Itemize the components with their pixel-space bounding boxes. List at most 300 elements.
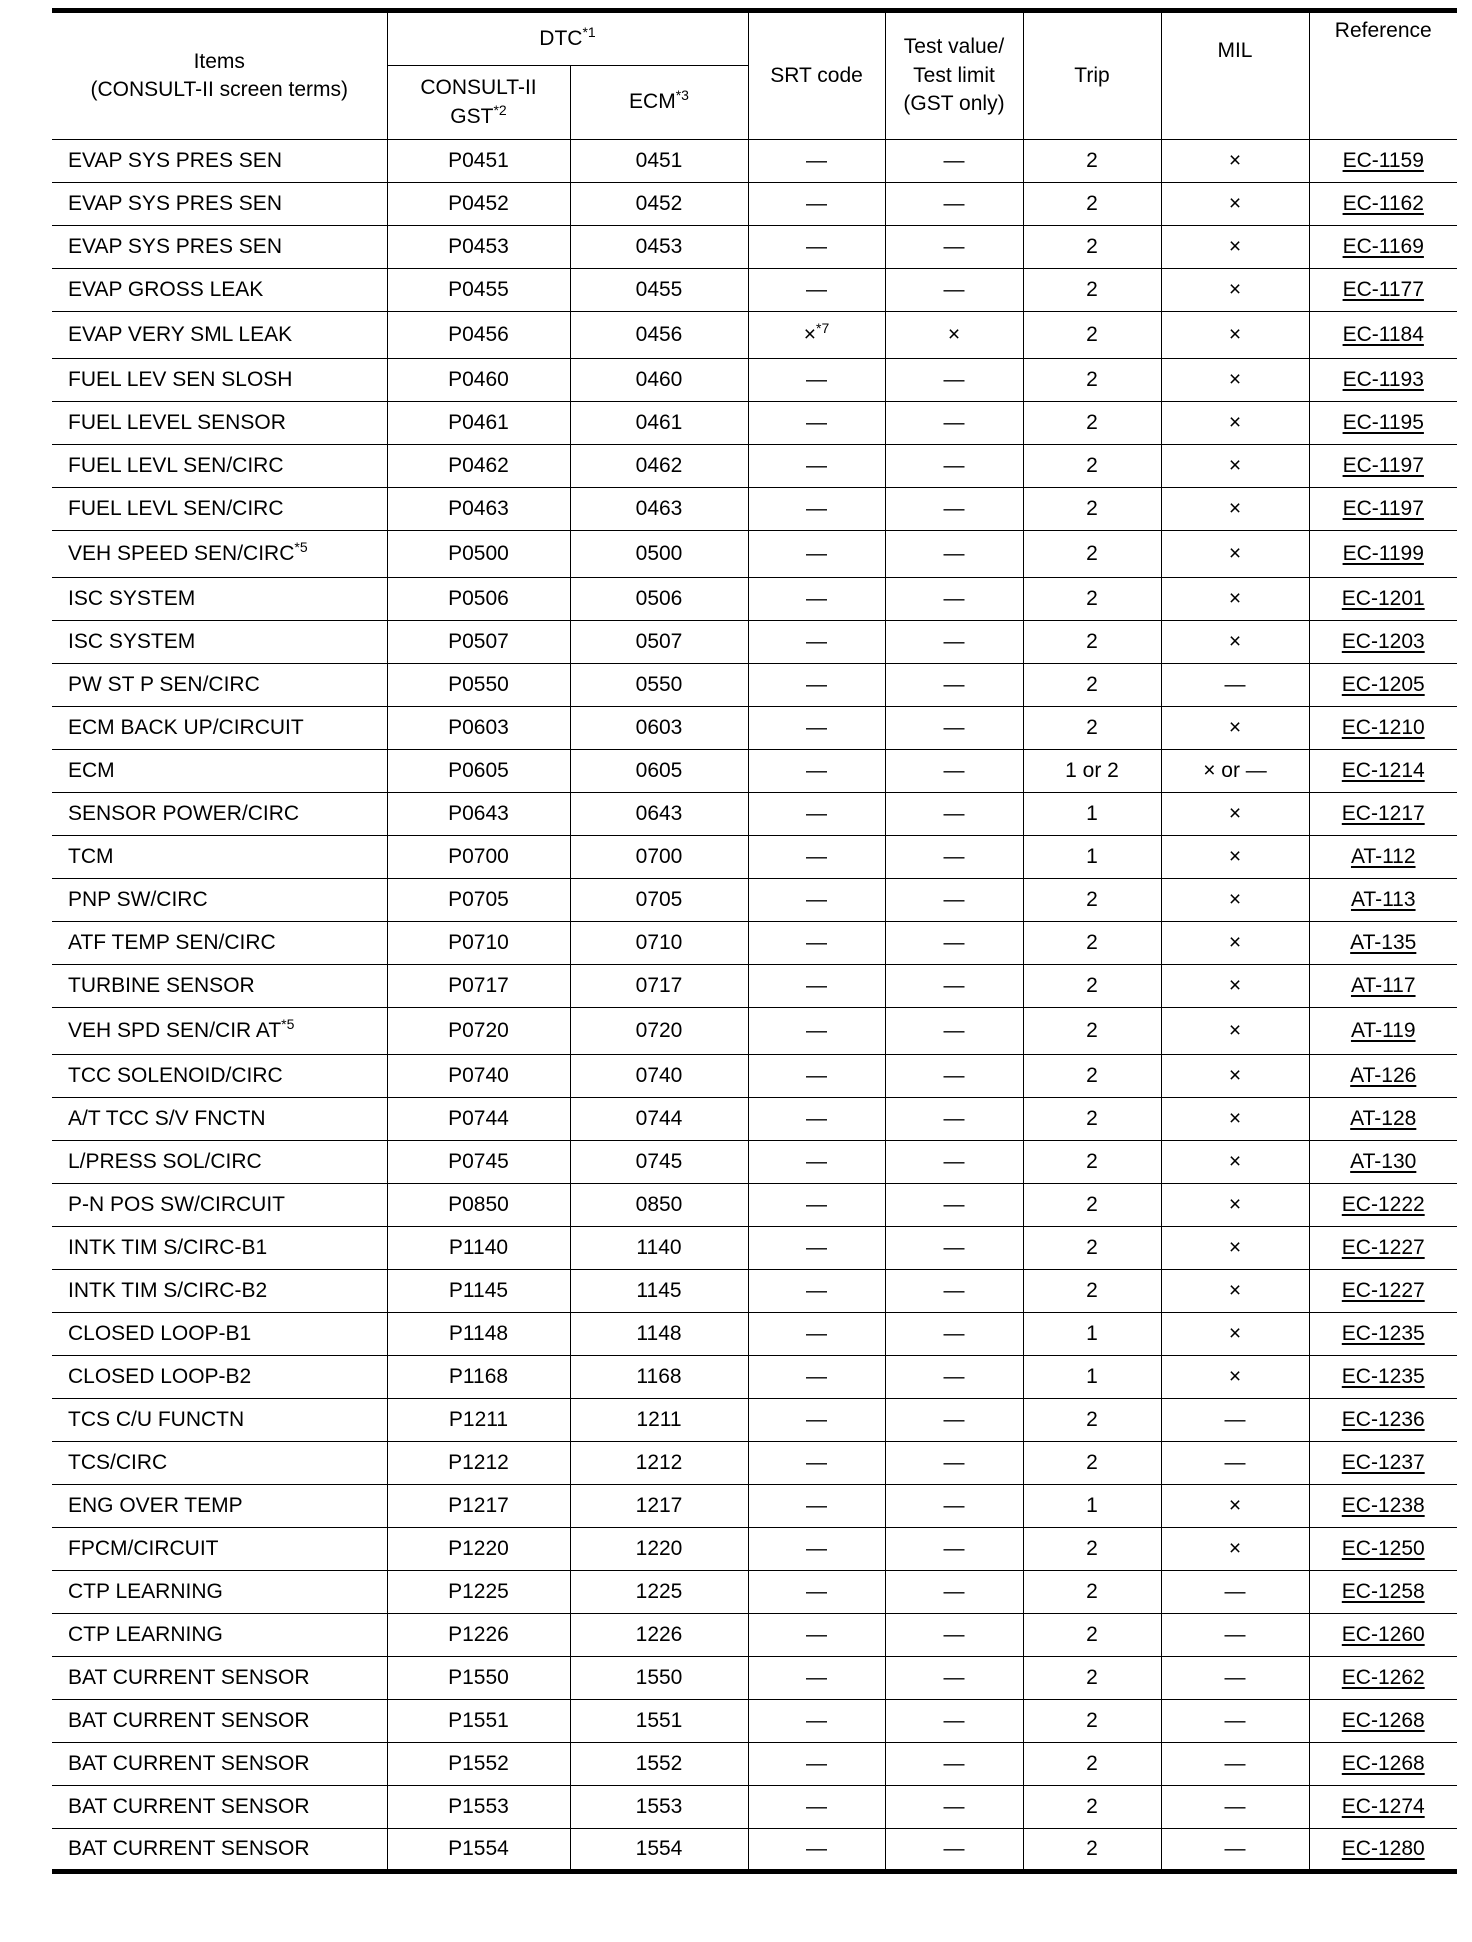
item-cell — [52, 312, 387, 359]
reference-link[interactable]: EC-1177 — [1342, 277, 1424, 301]
header-reference — [1309, 11, 1457, 140]
srt-code-cell — [748, 226, 885, 269]
test-value-cell: — — [885, 621, 1023, 664]
test-value-cell: — — [885, 922, 1023, 965]
trip-cell: 2 — [1023, 1399, 1161, 1442]
srt-code-cell — [748, 1356, 885, 1399]
gst-code-cell: P0720 — [387, 1008, 570, 1055]
reference-cell[interactable] — [1309, 488, 1457, 531]
reference-cell[interactable] — [1309, 664, 1457, 707]
ecm-code-cell: 0700 — [570, 836, 748, 879]
trip-cell: 2 — [1023, 183, 1161, 226]
item-cell — [52, 836, 387, 879]
trip-cell: 2 — [1023, 1571, 1161, 1614]
reference-cell[interactable] — [1309, 750, 1457, 793]
item-cell — [52, 965, 387, 1008]
srt-value: — — [806, 1450, 827, 1474]
item-name: FUEL LEVEL SENSOR — [68, 410, 286, 434]
ecm-code-cell: 0550 — [570, 664, 748, 707]
mil-cell: × — [1161, 140, 1309, 183]
srt-code-cell — [748, 1313, 885, 1356]
test-value-cell: — — [885, 1657, 1023, 1700]
item-name: CTP LEARNING — [68, 1622, 223, 1646]
ecm-code-cell: 1553 — [570, 1786, 748, 1829]
test-value-cell: — — [885, 1227, 1023, 1270]
srt-code-cell — [748, 1399, 885, 1442]
trip-cell: 2 — [1023, 226, 1161, 269]
srt-value: — — [806, 586, 827, 610]
trip-cell: 1 — [1023, 1356, 1161, 1399]
reference-link[interactable]: EC-1260 — [1341, 1622, 1425, 1646]
mil-cell: × — [1161, 879, 1309, 922]
reference-link[interactable]: EC-1184 — [1342, 322, 1424, 346]
reference-cell[interactable] — [1309, 1571, 1457, 1614]
srt-value: — — [806, 191, 827, 215]
item-cell — [52, 922, 387, 965]
reference-link[interactable]: AT-113 — [1350, 887, 1416, 911]
reference-link[interactable]: EC-1195 — [1342, 410, 1424, 434]
table-row — [52, 1700, 1457, 1743]
srt-value: — — [806, 234, 827, 258]
reference-link[interactable]: EC-1210 — [1341, 715, 1425, 739]
test-value-cell: — — [885, 879, 1023, 922]
item-cell — [52, 1008, 387, 1055]
reference-link[interactable]: EC-1169 — [1342, 234, 1424, 258]
trip-cell: 2 — [1023, 1141, 1161, 1184]
table-row — [52, 707, 1457, 750]
item-cell — [52, 1098, 387, 1141]
reference-link[interactable]: EC-1197 — [1342, 496, 1424, 520]
reference-cell[interactable] — [1309, 312, 1457, 359]
item-cell — [52, 1399, 387, 1442]
reference-cell[interactable] — [1309, 1442, 1457, 1485]
srt-code-cell — [748, 1829, 885, 1872]
reference-cell[interactable] — [1309, 707, 1457, 750]
test-value-cell: — — [885, 1055, 1023, 1098]
ecm-code-cell: 1168 — [570, 1356, 748, 1399]
test-value-cell: × — [885, 312, 1023, 359]
srt-code-cell — [748, 1227, 885, 1270]
mil-cell: — — [1161, 1614, 1309, 1657]
header-test — [885, 11, 1023, 140]
srt-value: — — [806, 1622, 827, 1646]
test-value-cell: — — [885, 226, 1023, 269]
header-srt-label: SRT code — [770, 63, 863, 87]
reference-link[interactable]: EC-1203 — [1341, 629, 1425, 653]
ecm-code-cell: 0745 — [570, 1141, 748, 1184]
srt-value: — — [806, 1149, 827, 1173]
item-cell — [52, 183, 387, 226]
gst-code-cell: P1552 — [387, 1743, 570, 1786]
trip-cell: 2 — [1023, 1657, 1161, 1700]
ecm-code-cell: 1550 — [570, 1657, 748, 1700]
reference-cell[interactable] — [1309, 445, 1457, 488]
test-value-cell: — — [885, 1571, 1023, 1614]
mil-cell: × — [1161, 226, 1309, 269]
gst-code-cell: P1148 — [387, 1313, 570, 1356]
gst-code-cell: P0710 — [387, 922, 570, 965]
gst-code-cell: P0460 — [387, 359, 570, 402]
reference-link[interactable]: AT-112 — [1350, 844, 1416, 868]
test-value-cell: — — [885, 1356, 1023, 1399]
srt-code-cell — [748, 664, 885, 707]
footnote-marker: *5 — [294, 538, 308, 555]
trip-cell: 2 — [1023, 1528, 1161, 1571]
reference-cell[interactable] — [1309, 1313, 1457, 1356]
header-mil-label: MIL — [1217, 39, 1253, 62]
srt-value: — — [806, 1192, 827, 1216]
reference-cell[interactable] — [1309, 226, 1457, 269]
srt-code-cell — [748, 1485, 885, 1528]
ecm-code-cell: 1220 — [570, 1528, 748, 1571]
reference-link[interactable]: AT-128 — [1350, 1106, 1417, 1130]
item-name: EVAP SYS PRES SEN — [68, 148, 282, 172]
reference-link[interactable]: EC-1197 — [1342, 453, 1424, 477]
reference-cell[interactable] — [1309, 1141, 1457, 1184]
gst-code-cell: P1145 — [387, 1270, 570, 1313]
item-cell — [52, 269, 387, 312]
reference-link[interactable]: AT-126 — [1350, 1063, 1417, 1087]
reference-link[interactable]: EC-1159 — [1342, 148, 1424, 172]
ecm-code-cell: 0740 — [570, 1055, 748, 1098]
reference-cell[interactable] — [1309, 1657, 1457, 1700]
reference-link[interactable]: EC-1235 — [1341, 1321, 1425, 1345]
test-value-cell: — — [885, 750, 1023, 793]
reference-link[interactable]: AT-135 — [1350, 930, 1417, 954]
reference-link[interactable]: EC-1222 — [1341, 1192, 1425, 1216]
ecm-code-cell: 1148 — [570, 1313, 748, 1356]
item-cell — [52, 1442, 387, 1485]
srt-code-cell — [748, 359, 885, 402]
item-cell — [52, 1743, 387, 1786]
mil-cell: × — [1161, 488, 1309, 531]
reference-cell[interactable] — [1309, 1399, 1457, 1442]
srt-value: — — [806, 1579, 827, 1603]
item-name: TCM — [68, 844, 114, 868]
header-ecm — [570, 66, 748, 140]
mil-cell: × — [1161, 1270, 1309, 1313]
reference-link[interactable]: EC-1205 — [1341, 672, 1425, 696]
item-name: BAT CURRENT SENSOR — [68, 1751, 310, 1775]
gst-code-cell: P0506 — [387, 578, 570, 621]
gst-code-cell: P1140 — [387, 1227, 570, 1270]
item-name: FUEL LEV SEN SLOSH — [68, 367, 293, 391]
reference-link[interactable]: EC-1268 — [1341, 1751, 1425, 1775]
gst-code-cell: P1554 — [387, 1829, 570, 1872]
gst-code-cell: P1225 — [387, 1571, 570, 1614]
trip-cell: 2 — [1023, 1614, 1161, 1657]
gst-code-cell: P0456 — [387, 312, 570, 359]
reference-cell[interactable] — [1309, 1356, 1457, 1399]
reference-link[interactable]: EC-1262 — [1341, 1665, 1425, 1689]
gst-code-cell: P0507 — [387, 621, 570, 664]
reference-cell[interactable] — [1309, 1528, 1457, 1571]
reference-cell[interactable] — [1309, 836, 1457, 879]
trip-cell: 2 — [1023, 1829, 1161, 1872]
srt-value: — — [806, 1751, 827, 1775]
item-cell — [52, 1528, 387, 1571]
srt-value: — — [806, 367, 827, 391]
reference-cell[interactable] — [1309, 1055, 1457, 1098]
item-cell — [52, 226, 387, 269]
ecm-code-cell: 0717 — [570, 965, 748, 1008]
trip-cell: 1 or 2 — [1023, 750, 1161, 793]
reference-link[interactable]: EC-1227 — [1341, 1235, 1425, 1259]
mil-cell: — — [1161, 1657, 1309, 1700]
reference-cell[interactable] — [1309, 1098, 1457, 1141]
test-value-cell: — — [885, 1008, 1023, 1055]
table-row — [52, 1743, 1457, 1786]
trip-cell: 1 — [1023, 1313, 1161, 1356]
mil-cell: — — [1161, 664, 1309, 707]
test-value-cell: — — [885, 1184, 1023, 1227]
reference-cell[interactable] — [1309, 621, 1457, 664]
srt-value: — — [806, 887, 827, 911]
table-row — [52, 1313, 1457, 1356]
srt-value: — — [806, 1794, 827, 1818]
reference-link[interactable]: EC-1280 — [1341, 1836, 1425, 1860]
srt-value: — — [806, 629, 827, 653]
gst-code-cell: P1226 — [387, 1614, 570, 1657]
trip-cell: 2 — [1023, 1227, 1161, 1270]
srt-value: — — [806, 541, 827, 565]
table-row — [52, 1141, 1457, 1184]
table-row — [52, 1270, 1457, 1313]
reference-cell[interactable] — [1309, 879, 1457, 922]
item-name: ECM BACK UP/CIRCUIT — [68, 715, 304, 739]
test-value-cell: — — [885, 269, 1023, 312]
trip-cell: 2 — [1023, 1184, 1161, 1227]
gst-code-cell: P1220 — [387, 1528, 570, 1571]
test-value-cell: — — [885, 359, 1023, 402]
header-consult-line2: GST — [450, 104, 494, 128]
reference-cell[interactable] — [1309, 1700, 1457, 1743]
item-cell — [52, 1270, 387, 1313]
srt-code-cell — [748, 1270, 885, 1313]
srt-code-cell — [748, 578, 885, 621]
header-items-sub: (CONSULT-II screen terms) — [90, 78, 348, 101]
reference-link[interactable]: EC-1274 — [1341, 1794, 1425, 1818]
ecm-code-cell: 1552 — [570, 1743, 748, 1786]
test-value-cell: — — [885, 664, 1023, 707]
srt-value: — — [806, 277, 827, 301]
item-name: TURBINE SENSOR — [68, 973, 255, 997]
item-name: L/PRESS SOL/CIRC — [68, 1149, 262, 1173]
reference-link[interactable]: AT-117 — [1350, 973, 1416, 997]
table-row — [52, 226, 1457, 269]
trip-cell: 2 — [1023, 1098, 1161, 1141]
item-cell — [52, 879, 387, 922]
table-row — [52, 359, 1457, 402]
header-dtc-label: DTC — [539, 26, 583, 50]
reference-cell[interactable] — [1309, 531, 1457, 578]
table-row — [52, 445, 1457, 488]
gst-code-cell: P0463 — [387, 488, 570, 531]
item-name: PW ST P SEN/CIRC — [68, 672, 260, 696]
gst-code-cell: P1553 — [387, 1786, 570, 1829]
reference-link[interactable]: EC-1238 — [1341, 1493, 1425, 1517]
srt-code-cell — [748, 965, 885, 1008]
table-row — [52, 664, 1457, 707]
mil-cell: × — [1161, 1141, 1309, 1184]
ecm-code-cell: 0452 — [570, 183, 748, 226]
mil-cell: × — [1161, 183, 1309, 226]
gst-code-cell: P0850 — [387, 1184, 570, 1227]
table-row — [52, 1657, 1457, 1700]
srt-code-cell — [748, 750, 885, 793]
ecm-code-cell: 0643 — [570, 793, 748, 836]
trip-cell: 2 — [1023, 1055, 1161, 1098]
gst-code-cell: P0745 — [387, 1141, 570, 1184]
srt-value: — — [806, 1536, 827, 1560]
trip-cell: 2 — [1023, 922, 1161, 965]
reference-cell[interactable] — [1309, 269, 1457, 312]
reference-link[interactable]: EC-1162 — [1342, 191, 1424, 215]
reference-link[interactable]: EC-1237 — [1341, 1450, 1425, 1474]
reference-cell[interactable] — [1309, 1008, 1457, 1055]
reference-cell[interactable] — [1309, 965, 1457, 1008]
table-row — [52, 312, 1457, 359]
table-row — [52, 750, 1457, 793]
table-row — [52, 269, 1457, 312]
reference-cell[interactable] — [1309, 1829, 1457, 1872]
reference-link[interactable]: EC-1227 — [1341, 1278, 1425, 1302]
item-name: EVAP GROSS LEAK — [68, 277, 264, 301]
gst-code-cell: P1550 — [387, 1657, 570, 1700]
reference-cell[interactable] — [1309, 1485, 1457, 1528]
reference-cell[interactable] — [1309, 922, 1457, 965]
table-row — [52, 1485, 1457, 1528]
item-cell — [52, 1485, 387, 1528]
table-row — [52, 879, 1457, 922]
item-cell — [52, 1657, 387, 1700]
reference-link[interactable]: AT-119 — [1350, 1018, 1416, 1042]
item-cell — [52, 578, 387, 621]
test-value-cell: — — [885, 1743, 1023, 1786]
reference-cell[interactable] — [1309, 1786, 1457, 1829]
test-value-cell: — — [885, 140, 1023, 183]
table-row — [52, 1356, 1457, 1399]
reference-cell[interactable] — [1309, 1184, 1457, 1227]
test-value-cell: — — [885, 1313, 1023, 1356]
ecm-code-cell: 1217 — [570, 1485, 748, 1528]
reference-cell[interactable] — [1309, 402, 1457, 445]
test-value-cell: — — [885, 1700, 1023, 1743]
table-row — [52, 488, 1457, 531]
table-row — [52, 621, 1457, 664]
srt-code-cell — [748, 836, 885, 879]
item-cell — [52, 445, 387, 488]
item-name: ECM — [68, 758, 115, 782]
reference-link[interactable]: AT-130 — [1350, 1149, 1417, 1173]
reference-link[interactable]: EC-1235 — [1341, 1364, 1425, 1388]
test-value-cell: — — [885, 1098, 1023, 1141]
reference-link[interactable]: EC-1250 — [1341, 1536, 1425, 1560]
mil-cell: — — [1161, 1829, 1309, 1872]
reference-cell[interactable] — [1309, 1614, 1457, 1657]
table-row — [52, 1227, 1457, 1270]
header-test-line1: Test value/ — [903, 35, 1005, 59]
srt-code-cell — [748, 707, 885, 750]
reference-cell[interactable] — [1309, 140, 1457, 183]
srt-value: — — [806, 844, 827, 868]
trip-cell: 2 — [1023, 664, 1161, 707]
test-value-cell: — — [885, 1786, 1023, 1829]
gst-code-cell: P0643 — [387, 793, 570, 836]
gst-code-cell: P0455 — [387, 269, 570, 312]
table-row — [52, 922, 1457, 965]
ecm-code-cell: 0462 — [570, 445, 748, 488]
footnote-marker: *3 — [675, 87, 689, 104]
item-name: CTP LEARNING — [68, 1579, 223, 1603]
mil-cell: × — [1161, 1227, 1309, 1270]
ecm-code-cell: 0506 — [570, 578, 748, 621]
reference-link[interactable]: EC-1214 — [1341, 758, 1425, 782]
mil-cell: × — [1161, 312, 1309, 359]
srt-code-cell — [748, 1614, 885, 1657]
item-name: ISC SYSTEM — [68, 629, 196, 653]
header-mil — [1161, 11, 1309, 140]
item-cell — [52, 1571, 387, 1614]
reference-link[interactable]: EC-1199 — [1342, 541, 1424, 565]
srt-code-cell — [748, 269, 885, 312]
header-ecm-label: ECM — [629, 90, 676, 114]
trip-cell: 2 — [1023, 578, 1161, 621]
gst-code-cell: P0717 — [387, 965, 570, 1008]
trip-cell: 1 — [1023, 793, 1161, 836]
mil-cell: × — [1161, 707, 1309, 750]
mil-cell: — — [1161, 1786, 1309, 1829]
table-row — [52, 531, 1457, 578]
gst-code-cell: P1211 — [387, 1399, 570, 1442]
ecm-code-cell: 0507 — [570, 621, 748, 664]
item-name: CLOSED LOOP-B2 — [68, 1364, 252, 1388]
header-test-line3: (GST only) — [903, 92, 1005, 116]
trip-cell: 2 — [1023, 707, 1161, 750]
footnote-marker: *7 — [816, 319, 830, 336]
reference-cell[interactable] — [1309, 1743, 1457, 1786]
reference-cell[interactable] — [1309, 1227, 1457, 1270]
reference-link[interactable]: EC-1193 — [1342, 367, 1424, 391]
reference-cell[interactable] — [1309, 1270, 1457, 1313]
reference-cell[interactable] — [1309, 578, 1457, 621]
srt-value: — — [806, 1106, 827, 1130]
reference-link[interactable]: EC-1268 — [1341, 1708, 1425, 1732]
ecm-code-cell: 0710 — [570, 922, 748, 965]
srt-value: — — [806, 1235, 827, 1259]
mil-cell: × or — — [1161, 750, 1309, 793]
table-body — [52, 140, 1457, 1872]
reference-link[interactable]: EC-1201 — [1341, 586, 1425, 610]
item-cell — [52, 664, 387, 707]
srt-code-cell — [748, 793, 885, 836]
reference-cell[interactable] — [1309, 793, 1457, 836]
reference-cell[interactable] — [1309, 359, 1457, 402]
header-dtc — [387, 11, 748, 66]
reference-link[interactable]: EC-1217 — [1341, 801, 1425, 825]
reference-link[interactable]: EC-1258 — [1341, 1579, 1425, 1603]
srt-code-cell — [748, 621, 885, 664]
trip-cell: 2 — [1023, 1743, 1161, 1786]
reference-link[interactable]: EC-1236 — [1341, 1407, 1425, 1431]
mil-cell: × — [1161, 965, 1309, 1008]
ecm-code-cell: 0605 — [570, 750, 748, 793]
gst-code-cell: P0453 — [387, 226, 570, 269]
reference-cell[interactable] — [1309, 183, 1457, 226]
item-name: SENSOR POWER/CIRC — [68, 801, 300, 825]
srt-value: — — [806, 758, 827, 782]
header-reference-label: Reference — [1334, 19, 1432, 42]
